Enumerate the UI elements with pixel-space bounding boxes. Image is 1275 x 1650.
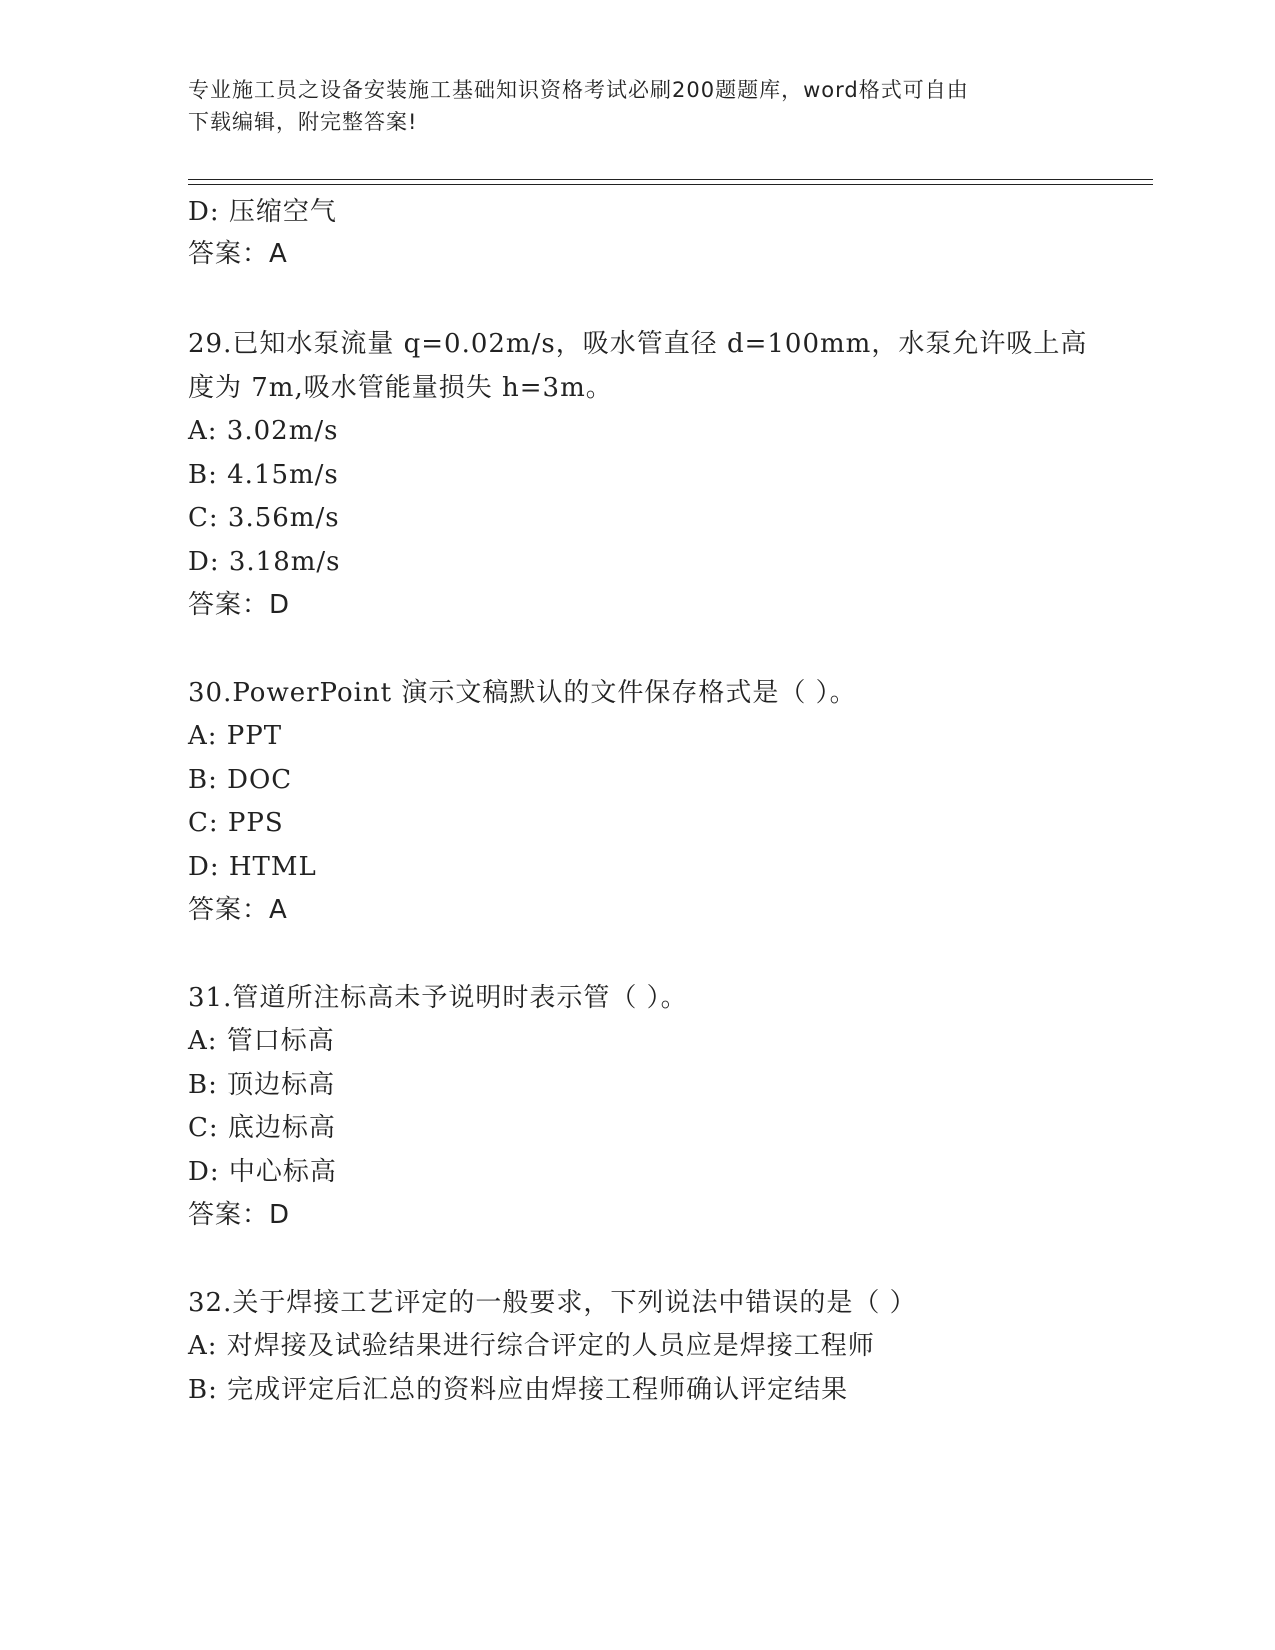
q30-option-a: A: PPT — [188, 721, 283, 751]
q29-option-d: D: 3.18m/s — [188, 547, 341, 577]
q30-option-c: C: PPS — [188, 808, 284, 838]
q30-option-d: D: HTML — [188, 852, 317, 882]
q30-option-b: B: DOC — [188, 765, 293, 795]
q32-stem: 32.关于焊接工艺评定的一般要求，下列说法中错误的是（ ） — [188, 1288, 917, 1318]
q28-option-d: D: 压缩空气 — [188, 197, 337, 227]
q29-stem-line-1: 29.已知水泵流量 q=0.02m/s，吸水管直径 d=100mm，水泵允许吸上高 — [188, 329, 1088, 359]
q28-answer: 答案：A — [188, 239, 288, 269]
q30-stem: 30.PowerPoint 演示文稿默认的文件保存格式是（ ）。 — [188, 678, 857, 708]
header-line-2: 下载编辑，附完整答案! — [188, 110, 418, 134]
document-header — [188, 74, 1068, 138]
q29-stem-line-2: 度为 7m,吸水管能量损失 h=3m。 — [188, 373, 613, 403]
q31-answer: 答案：D — [188, 1200, 291, 1230]
q29-answer: 答案：D — [188, 590, 291, 620]
q29-option-a: A: 3.02m/s — [188, 416, 339, 446]
q30-answer: 答案：A — [188, 895, 288, 925]
q32-option-a: A: 对焊接及试验结果进行综合评定的人员应是焊接工程师 — [188, 1331, 875, 1361]
q31-option-c: C: 底边标高 — [188, 1113, 336, 1143]
q29-option-c: C: 3.56m/s — [188, 503, 340, 533]
q32-option-b: B: 完成评定后汇总的资料应由焊接工程师确认评定结果 — [188, 1375, 849, 1405]
header-rule-bottom — [188, 184, 1153, 185]
q31-stem: 31.管道所注标高未予说明时表示管（ ）。 — [188, 983, 688, 1013]
q31-option-b: B: 顶边标高 — [188, 1070, 336, 1100]
header-rule-top — [188, 179, 1153, 180]
q31-option-a: A: 管口标高 — [188, 1026, 335, 1056]
header-line-1: 专业施工员之设备安装施工基础知识资格考试必刷200题题库，word格式可自由 — [188, 78, 969, 102]
q31-option-d: D: 中心标高 — [188, 1157, 337, 1187]
q29-option-b: B: 4.15m/s — [188, 460, 339, 490]
